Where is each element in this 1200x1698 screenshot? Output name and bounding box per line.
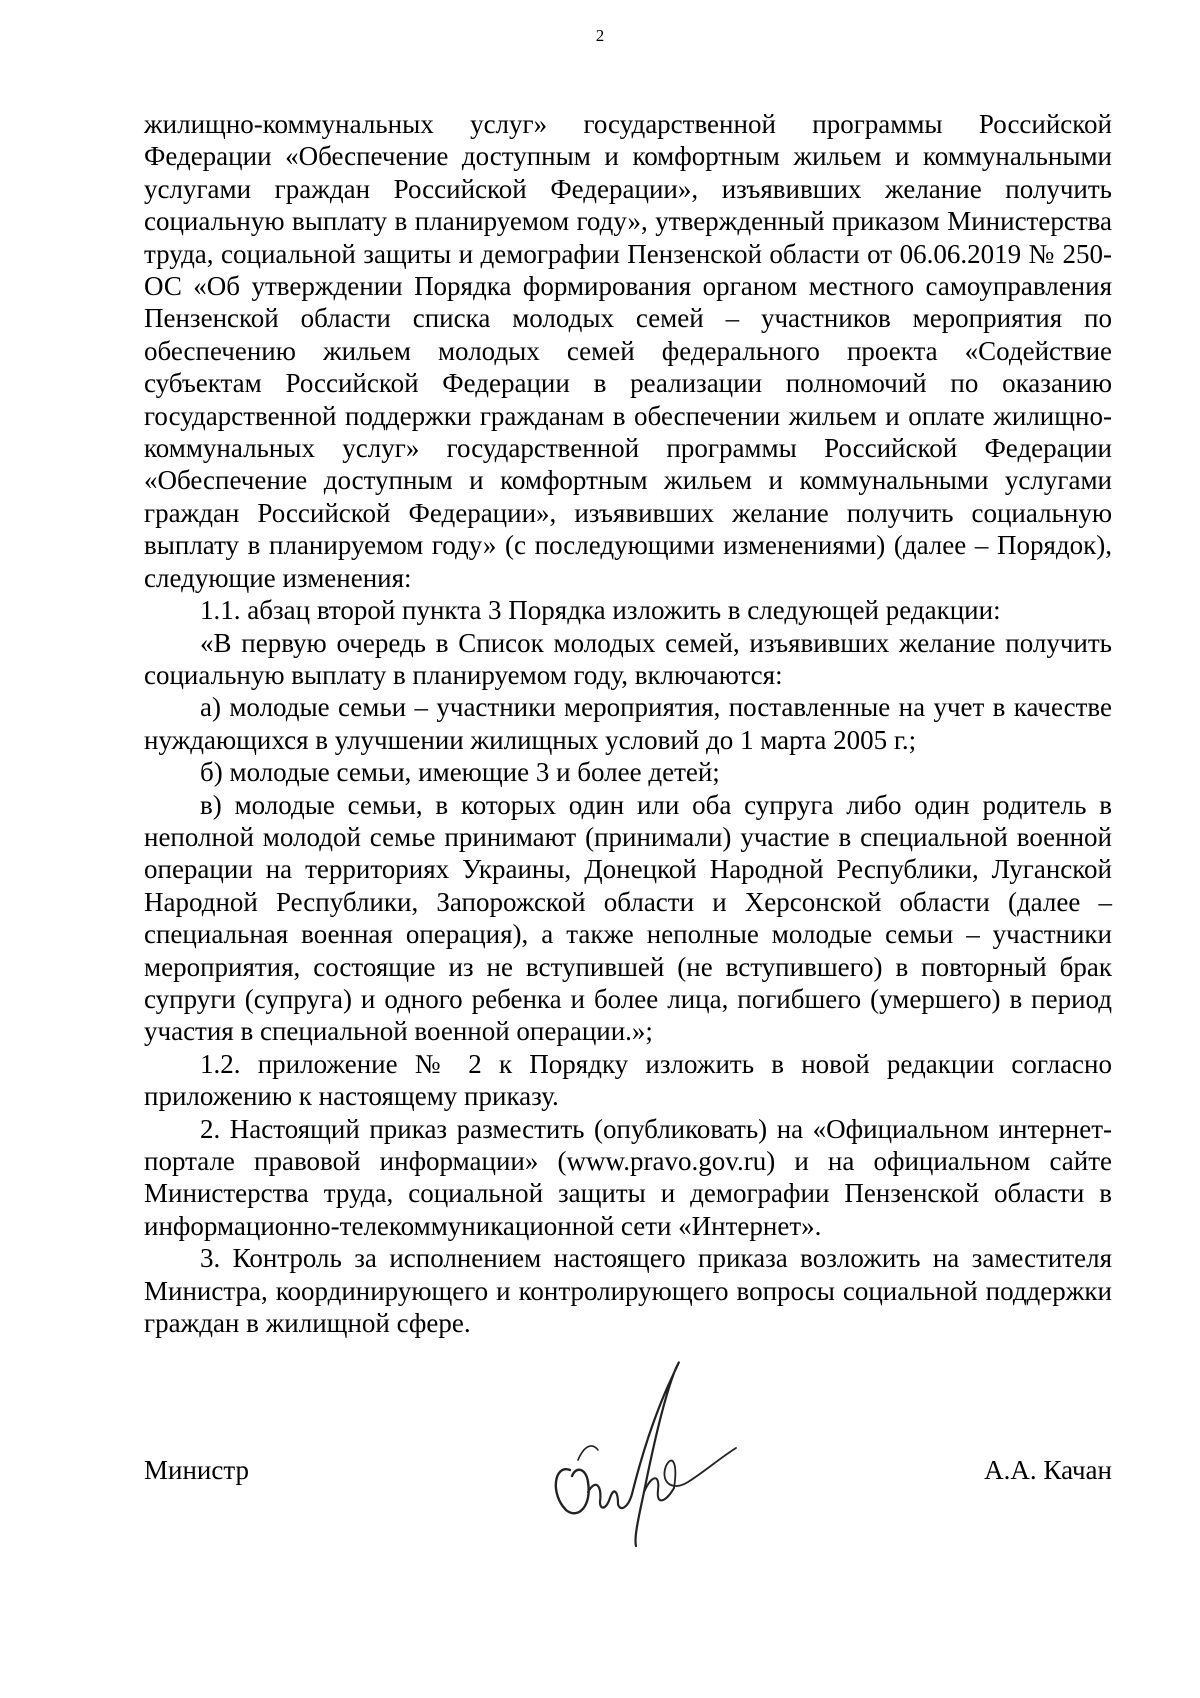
paragraph-2: 2. Настоящий приказ разместить (опубликовать) на «Официальном интернет-портале правовой информации» (www.pravo.gov.ru) и на официальном сайте Министерства труда, социальной защиты и демографии Пензенской области в информационно-телекоммуникационной сети «Интернет».	[144, 1113, 1112, 1241]
page-number: 2	[595, 26, 605, 45]
signatory-name: А.А. Качан	[984, 1455, 1112, 1485]
paragraph-item-a: а) молодые семьи – участники мероприятия, поставленные на учет в качестве нуждающихся в улучшении жилищных условий до 1 марта 2005 г.;	[144, 692, 1112, 755]
paragraph-item-b: б) молодые семьи, имеющие 3 и более детей;	[200, 757, 720, 788]
paragraph-1-2: 1.2. приложение № 2 к Порядку изложить в новой редакции согласно приложению к настоящему приказу.	[144, 1048, 1112, 1112]
signatory-title: Министр	[144, 1455, 249, 1485]
handwritten-signature	[548, 1342, 778, 1572]
paragraph-3: 3. Контроль за исполнением настоящего приказа возложить на заместителя Министра, координирующего и контролирующего вопросы социальной поддержки граждан в жилищной сфере.	[144, 1243, 1112, 1339]
paragraph-1-1: 1.1. абзац второй пункта 3 Порядка изложить в следующей редакции:	[200, 595, 1001, 626]
paragraph-quote-intro: «В первую очередь в Список молодых семей, изъявивших желание получить социальную выплату в планируемом году, включаются:	[144, 627, 1112, 690]
document-body	[144, 108, 1112, 1339]
paragraph-item-v: в) молодые семьи, в которых один или оба супруга либо один родитель в неполной молодой семье принимают (принимали) участие в специальной военной операции на территориях Украины, Донецкой Народной Республики, Луганской Народной Республики, Запорожской области и Херсонской области (далее – специальная военная операция), а также неполные молодые семьи – участники мероприятия, состоящие из не вступившей (не вступившего) в повторный брак супруги (супруга) и одного ребенка и более лица, погибшего (умершего) в период участия в специальной военной операции.»;	[144, 789, 1112, 1047]
paragraph-continuation: жилищно-коммунальных услуг» государственной программы Российской Федерации «Обеспечение доступным и комфортным жильем и коммунальными услугами граждан Российской Федерации», изъявивших желание получить социальную выплату в планируемом году», утвержденный приказом Министерства труда, социальной защиты и демографии Пензенской области от 06.06.2019 № 250-ОС «Об утверждении Порядка формирования органом местного самоуправления Пензенской области списка молодых семей – участников мероприятия по обеспечению жильем молодых семей федерального проекта «Содействие субъектам Российской Федерации в реализации полномочий по оказанию государственной поддержки гражданам в обеспечении жильем и оплате жилищно-коммунальных услуг» государственной программы Российской Федерации «Обеспечение доступным и комфортным жильем и коммунальными услугами граждан Российской Федерации», изъявивших желание получить социальную выплату в планируемом году» (с последующими изменениями) (далее – Порядок), следующие изменения:	[144, 109, 1112, 593]
